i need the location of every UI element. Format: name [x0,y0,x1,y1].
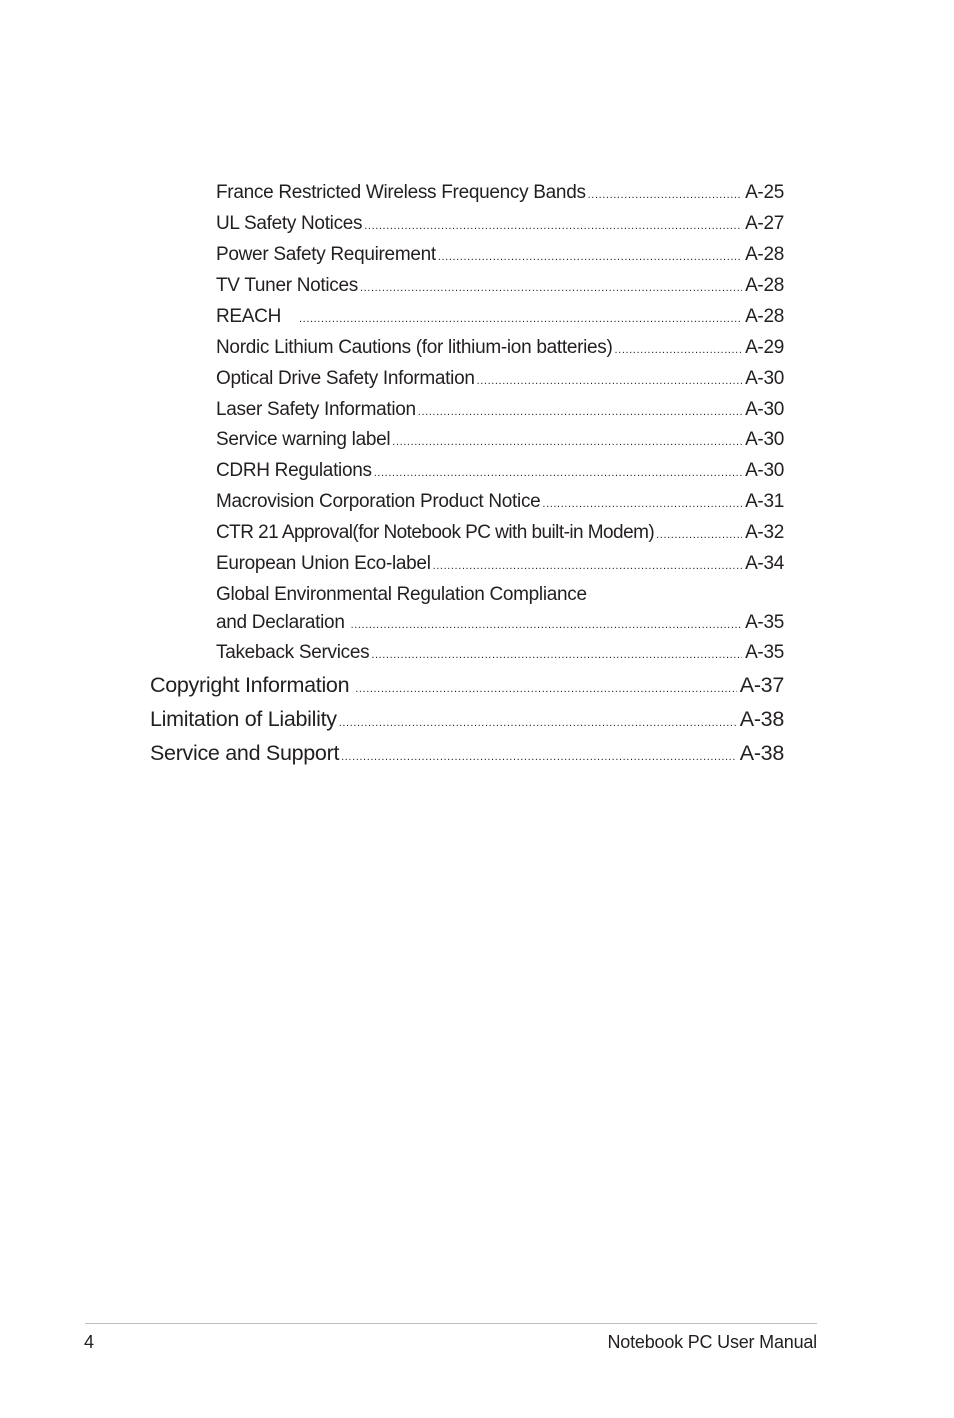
toc-entry[interactable] [216,491,784,513]
toc-entry-title: CTR 21 Approval(for Notebook PC with built-in Modem) [216,522,655,543]
toc-entry-page: A-30 [745,460,784,481]
toc-entry[interactable] [216,275,784,297]
toc-entry-title: Service warning label [216,429,391,450]
toc-entry-title: Service and Support [150,741,340,765]
toc-entry-page: A-29 [745,337,784,358]
page-number: 4 [84,1332,95,1352]
dot-leader [542,498,742,510]
toc-section-entry[interactable] [150,707,784,732]
toc-entry-title: CDRH Regulations [216,460,372,481]
dot-leader [364,220,742,232]
toc-entry-title: Macrovision Corporation Product Notice [216,491,541,512]
dot-leader [371,649,742,661]
toc-entry-page: A-35 [745,642,784,663]
toc-entry-page: A-32 [745,522,784,543]
toc-entry-title: European Union Eco-label [216,553,431,574]
toc-entry-title-line2: and Declaration [216,612,345,633]
dot-leader [615,344,743,356]
dot-leader [341,751,737,763]
toc-entry[interactable] [216,306,784,328]
toc-entry-page: A-38 [739,741,784,765]
toc-section-entry[interactable] [150,673,784,698]
toc-entry[interactable] [216,460,784,482]
toc-entry-page: A-28 [745,244,784,265]
toc-entry-page: A-27 [745,213,784,234]
toc-entry-title-line1[interactable]: Global Environmental Regulation Compliance [216,584,587,605]
toc-entry-title: TV Tuner Notices [216,275,358,296]
toc-entry-page: A-28 [745,275,784,296]
toc-entry-page: A-34 [745,553,784,574]
toc-entry[interactable] [216,368,784,390]
toc-entry[interactable] [216,553,784,575]
toc-entry[interactable] [216,399,784,421]
dot-leader [360,282,742,294]
toc-entry-title: Copyright Information [150,673,350,697]
toc-entry-page: A-31 [745,491,784,512]
toc-entry-title: France Restricted Wireless Frequency Bands [216,182,586,203]
toc-entry-title: Laser Safety Information [216,399,416,420]
manual-title: Notebook PC User Manual [607,1332,817,1352]
toc-entry-title: Optical Drive Safety Information [216,368,475,389]
toc-entry-page: A-30 [745,429,784,450]
dot-leader [339,717,737,729]
dot-leader [351,619,742,631]
toc-entry-title: REACH [216,306,282,327]
toc-entry-page: A-28 [745,306,784,327]
toc-entry[interactable] [216,182,784,204]
dot-leader [588,189,742,201]
toc-entry-title: Limitation of Liability [150,707,337,731]
dot-leader [299,313,742,325]
toc-entry-title: UL Safety Notices [216,213,363,234]
toc-entry-page: A-37 [739,673,784,697]
toc-entry-page: A-25 [745,182,784,203]
dot-leader [355,683,737,695]
toc-entry-title: Power Safety Requirement [216,244,436,265]
toc-entry-page: A-35 [745,612,784,633]
toc-entry-page: A-38 [739,707,784,731]
toc-entry[interactable] [216,612,784,634]
toc-entry[interactable] [216,522,784,544]
toc-entry[interactable] [216,642,784,664]
dot-leader [418,406,742,418]
toc-entry[interactable] [216,429,784,451]
footer-divider [85,1323,817,1324]
dot-leader [374,467,742,479]
toc-entry-page: A-30 [745,368,784,389]
toc-entry[interactable] [216,337,784,359]
dot-leader [477,375,742,387]
toc-entry[interactable] [216,213,784,235]
toc-entry-title: Takeback Services [216,642,370,663]
dot-leader [656,529,742,541]
dot-leader [438,251,742,263]
toc-entry-page: A-30 [745,399,784,420]
toc-entry-title: Nordic Lithium Cautions (for lithium-ion batteries) [216,337,613,358]
toc-entry[interactable] [216,244,784,266]
toc-section-entry[interactable] [150,741,784,766]
dot-leader [433,560,742,572]
dot-leader [392,436,742,448]
